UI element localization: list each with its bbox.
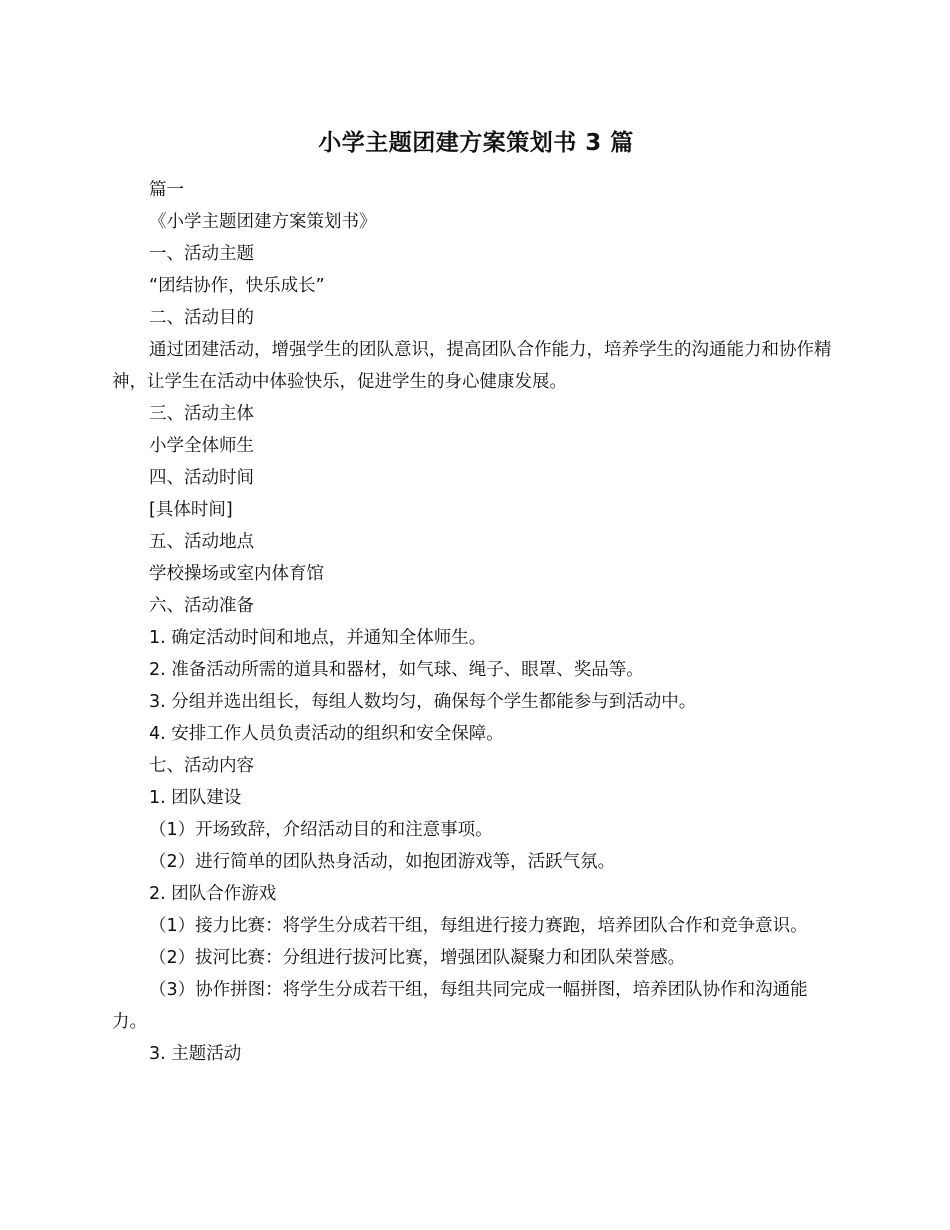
heading-activity-content: 七、活动内容 — [149, 756, 254, 776]
content-item: （1）接力比赛：将学生分成若干组，每组进行接力赛跑，培养团队合作和竞争意识。 — [149, 916, 808, 936]
subject-text: 小学全体师生 — [149, 436, 254, 456]
heading-activity-subject: 三、活动主体 — [149, 404, 254, 424]
location-text: 学校操场或室内体育馆 — [149, 564, 324, 584]
preparation-item: 4. 安排工作人员负责活动的组织和安全保障。 — [149, 724, 504, 744]
heading-activity-location: 五、活动地点 — [149, 532, 254, 552]
time-text: [具体时间] — [149, 500, 233, 520]
purpose-text: 通过团建活动，增强学生的团队意识，提高团队合作能力，培养学生的沟通能力和协作精神，让学生在活动中体验快乐，促进学生的身心健康发展。 — [112, 340, 832, 392]
heading-activity-preparation: 六、活动准备 — [149, 596, 254, 616]
preparation-item: 1. 确定活动时间和地点，并通知全体师生。 — [149, 628, 487, 648]
content-item: （2）拔河比赛：分组进行拔河比赛，增强团队凝聚力和团队荣誉感。 — [149, 948, 686, 968]
content-item: （2）进行简单的团队热身活动，如抱团游戏等，活跃气氛。 — [149, 852, 616, 872]
section-label: 篇一 — [149, 180, 184, 200]
preparation-item: 2. 准备活动所需的道具和器材，如气球、绳子、眼罩、奖品等。 — [149, 660, 644, 680]
preparation-item: 3. 分组并选出组长，每组人数均匀，确保每个学生都能参与到活动中。 — [149, 692, 697, 712]
document-subtitle: 《小学主题团建方案策划书》 — [149, 212, 377, 232]
content-item: （1）开场致辞，介绍活动目的和注意事项。 — [149, 820, 493, 840]
heading-activity-theme: 一、活动主题 — [149, 244, 254, 264]
theme-slogan: “团结协作，快乐成长” — [149, 276, 325, 296]
document-title: 小学主题团建方案策划书 3 篇 — [318, 130, 634, 156]
content-subheading: 1. 团队建设 — [149, 788, 242, 808]
content-item: （3）协作拼图：将学生分成若干组，每组共同完成一幅拼图，培养团队协作和沟通能力。 — [112, 980, 808, 1032]
heading-activity-purpose: 二、活动目的 — [149, 308, 254, 328]
heading-activity-time: 四、活动时间 — [149, 468, 254, 488]
content-subheading: 2. 团队合作游戏 — [149, 884, 277, 904]
content-subheading: 3. 主题活动 — [149, 1044, 242, 1064]
